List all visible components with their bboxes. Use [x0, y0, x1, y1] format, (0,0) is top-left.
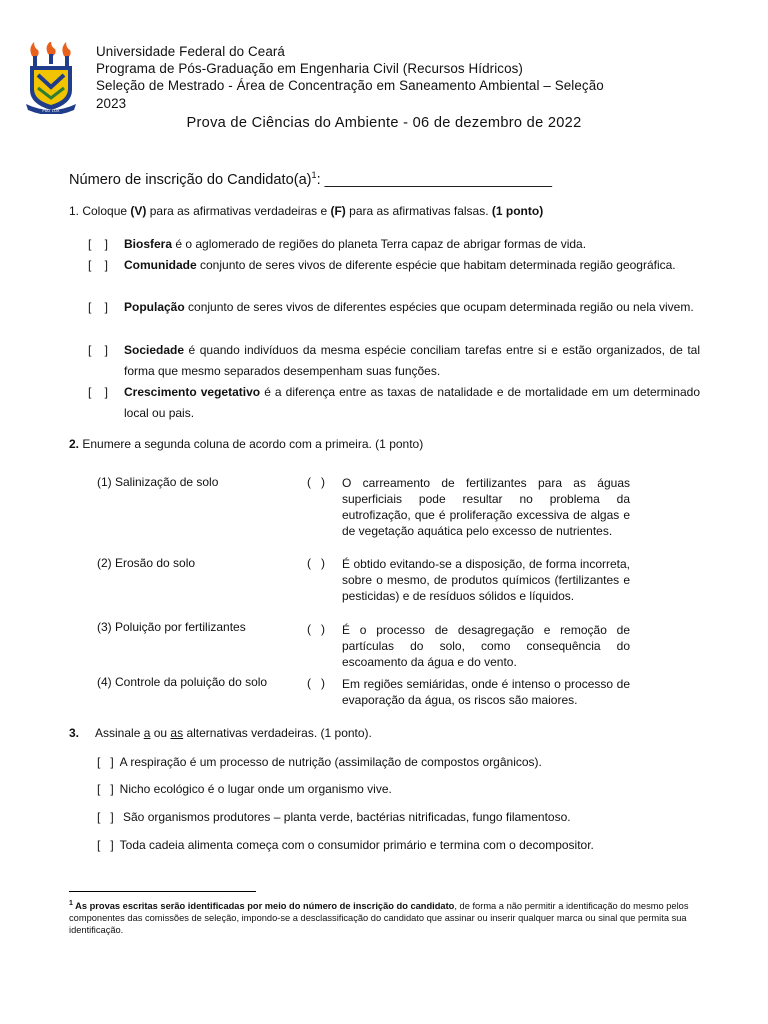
answer-bracket[interactable]: [ ]	[88, 300, 109, 314]
match-right-item: É o processo de desagregação e remoção de partículas do solo, como consequência do escoamento da água e do vento.	[342, 623, 630, 669]
answer-bracket[interactable]: [ ]	[88, 258, 109, 272]
candidate-label: Número de inscrição do Candidato(a)	[69, 171, 312, 188]
program-name: Programa de Pós-Graduação em Engenharia Civil (Recursos Hídricos)	[96, 61, 523, 77]
exam-title: Prova de Ciências do Ambiente - 06 de dezembro de 2022	[186, 115, 582, 131]
selection-name: Seleção de Mestrado - Área de Concentração em Saneamento Ambiental – Seleção	[96, 78, 604, 94]
candidate-blank[interactable]: : ____________________________	[316, 171, 552, 188]
q1-item: [ ] Biosfera é o aglomerado de regiões do planeta Terra capaz de abrigar formas de vida.	[88, 234, 700, 255]
match-answer-paren[interactable]: ( )	[307, 556, 325, 570]
footnote-divider	[69, 891, 256, 892]
answer-bracket[interactable]: [ ]	[97, 838, 114, 852]
answer-bracket[interactable]: [ ]	[88, 385, 109, 399]
question-1-statement: 1. Coloque (V) para as afirmativas verdadeiras e (F) para as afirmativas falsas. (1 ponto)	[69, 204, 544, 218]
selection-year: 2023	[96, 95, 127, 111]
q1-item: [ ] Crescimento vegetativo é a diferença entre as taxas de natalidade e de mortalidade em um determinado local ou pais.	[88, 382, 700, 424]
answer-bracket[interactable]: [ ]	[97, 810, 114, 824]
answer-bracket[interactable]: [ ]	[97, 782, 114, 796]
question-2-statement: 2. Enumere a segunda coluna de acordo com a primeira. (1 ponto)	[69, 437, 424, 451]
match-left-item: (2) Erosão do solo	[97, 556, 196, 570]
match-right-item: Em regiões semiáridas, onde é intenso o processo de evaporação da água, os riscos são maiores.	[342, 677, 630, 707]
candidate-number-field	[69, 170, 552, 188]
footnote-ref: 1	[311, 170, 317, 180]
match-right-item: O carreamento de fertilizantes para as águas superficiais pode resultar no problema da eutrofização, que é proliferação excessiva de algas e de vegetação aquática pelo excesso de nutrientes.	[342, 476, 630, 538]
footnote: $^1$ As provas escritas serão identificadas por meio do número de inscrição do candidato, de forma a não permitir a identificação do mesmo pelos componentes das comissões de seleção, impondo-se a desclassificação do candidato que assinar ou inserir qualquer marca ou sinal que permita sua identificação.	[69, 900, 689, 936]
match-left-item: (4) Controle da poluição do solo	[97, 675, 268, 689]
answer-bracket[interactable]: [ ]	[88, 237, 109, 251]
answer-bracket[interactable]: [ ]	[97, 755, 114, 769]
svg-text:FIAT LUX: FIAT LUX	[42, 108, 60, 113]
q1-item: [ ] Comunidade conjunto de seres vivos de diferente espécie que habitam determinada região geográfica.	[88, 255, 700, 276]
match-answer-paren[interactable]: ( )	[307, 676, 325, 690]
match-left-item: (3) Poluição por fertilizantes	[97, 620, 246, 634]
match-left-item: (1) Salinização de solo	[97, 475, 219, 489]
q1-item: [ ] População conjunto de seres vivos de diferentes espécies que ocupam determinada região ou nela vivem.	[88, 297, 700, 318]
question-3-statement: 3. Assinale a ou as alternativas verdadeiras. (1 ponto).	[69, 726, 372, 740]
q1-item: [ ] Sociedade é quando indivíduos da mesma espécie conciliam tarefas entre si e estão organizados, de tal forma que mesmo separados desempenham suas funções.	[88, 340, 700, 382]
match-right-item: É obtido evitando-se a disposição, de forma incorreta, sobre o mesmo, de produtos químicos (fertilizantes e pesticidas) e de resíduos sólidos e líquidos.	[342, 557, 630, 603]
match-answer-paren[interactable]: ( )	[307, 475, 325, 489]
match-answer-paren[interactable]: ( )	[307, 622, 325, 636]
q3-alternative: [ ] Toda cadeia alimenta começa com o consumidor primário e termina com o decompositor.	[97, 838, 594, 852]
header	[96, 43, 696, 112]
answer-bracket[interactable]: [ ]	[88, 343, 109, 357]
q3-alternative: [ ] A respiração é um processo de nutrição (assimilação de compostos orgânicos).	[97, 755, 542, 769]
university-name: Universidade Federal do Ceará	[96, 44, 285, 59]
university-logo	[22, 42, 80, 114]
q3-alternative: [ ] Nicho ecológico é o lugar onde um organismo vive.	[97, 782, 392, 796]
q3-alternative: [ ] São organismos produtores – planta verde, bactérias nitrificadas, fungo filamentoso.	[97, 810, 571, 824]
